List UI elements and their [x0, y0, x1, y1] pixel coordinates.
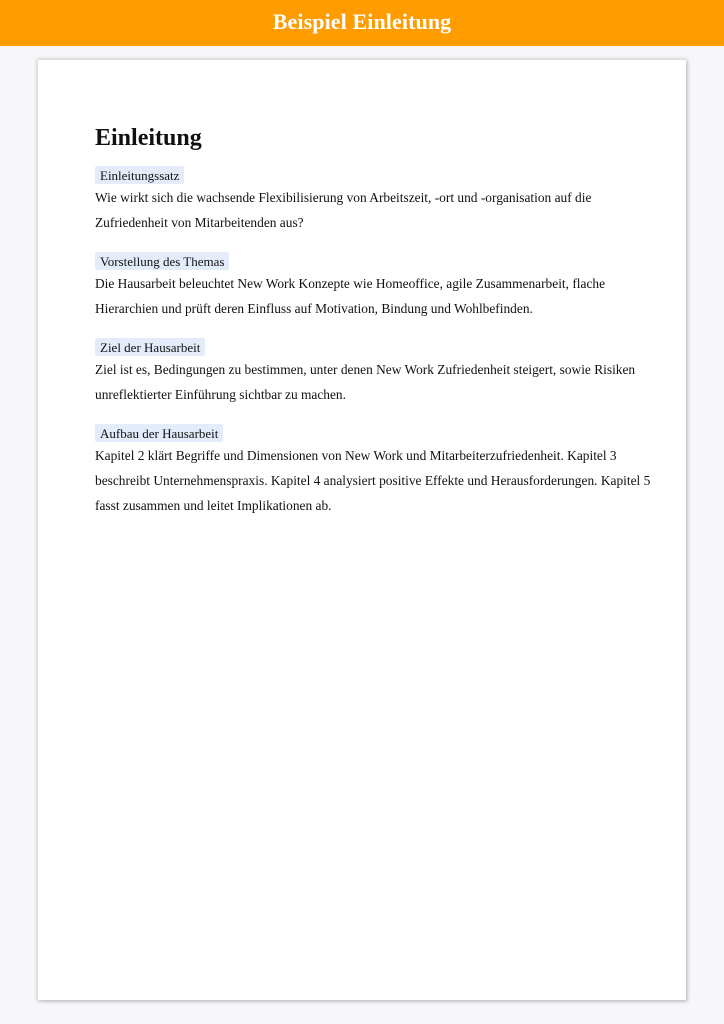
- section-label: Aufbau der Hausarbeit: [95, 424, 223, 442]
- section-einleitungssatz: [95, 166, 655, 235]
- section-text: Die Hausarbeit beleuchtet New Work Konzepte wie Homeoffice, agile Zusammenarbeit, flache Hierarchien und prüft deren Einfluss auf Motivation, Bindung und Wohlbefinden.: [95, 276, 606, 316]
- section-text: Ziel ist es, Bedingungen zu bestimmen, unter denen New Work Zufriedenheit steigert, sowie Risiken unreflektierter Einführung sichtbar zu machen.: [95, 362, 636, 402]
- section-ziel-der-hausarbeit: [95, 338, 655, 407]
- section-text: Kapitel 2 klärt Begriffe und Dimensionen von New Work und Mitarbeiterzufriedenheit. Kapitel 3 beschreibt Unternehmenspraxis. Kapitel 4 analysiert positive Effekte und Herausforderungen. Kapitel 5 fasst zusammen und leitet Implikationen ab.: [95, 448, 651, 513]
- section-text: Wie wirkt sich die wachsende Flexibilisierung von Arbeitszeit, -ort und -organisation auf die Zufriedenheit von Mitarbeitenden aus?: [95, 190, 592, 230]
- document-heading: Einleitung: [95, 125, 202, 151]
- banner-title: Beispiel Einleitung: [272, 9, 452, 34]
- section-aufbau-der-hausarbeit: [95, 424, 655, 518]
- section-vorstellung-des-themas: [95, 252, 655, 321]
- section-label: Vorstellung des Themas: [95, 252, 229, 270]
- section-label: Einleitungssatz: [95, 166, 184, 184]
- document-page: [38, 60, 686, 1000]
- title-banner: [0, 0, 724, 46]
- section-label: Ziel der Hausarbeit: [95, 338, 205, 356]
